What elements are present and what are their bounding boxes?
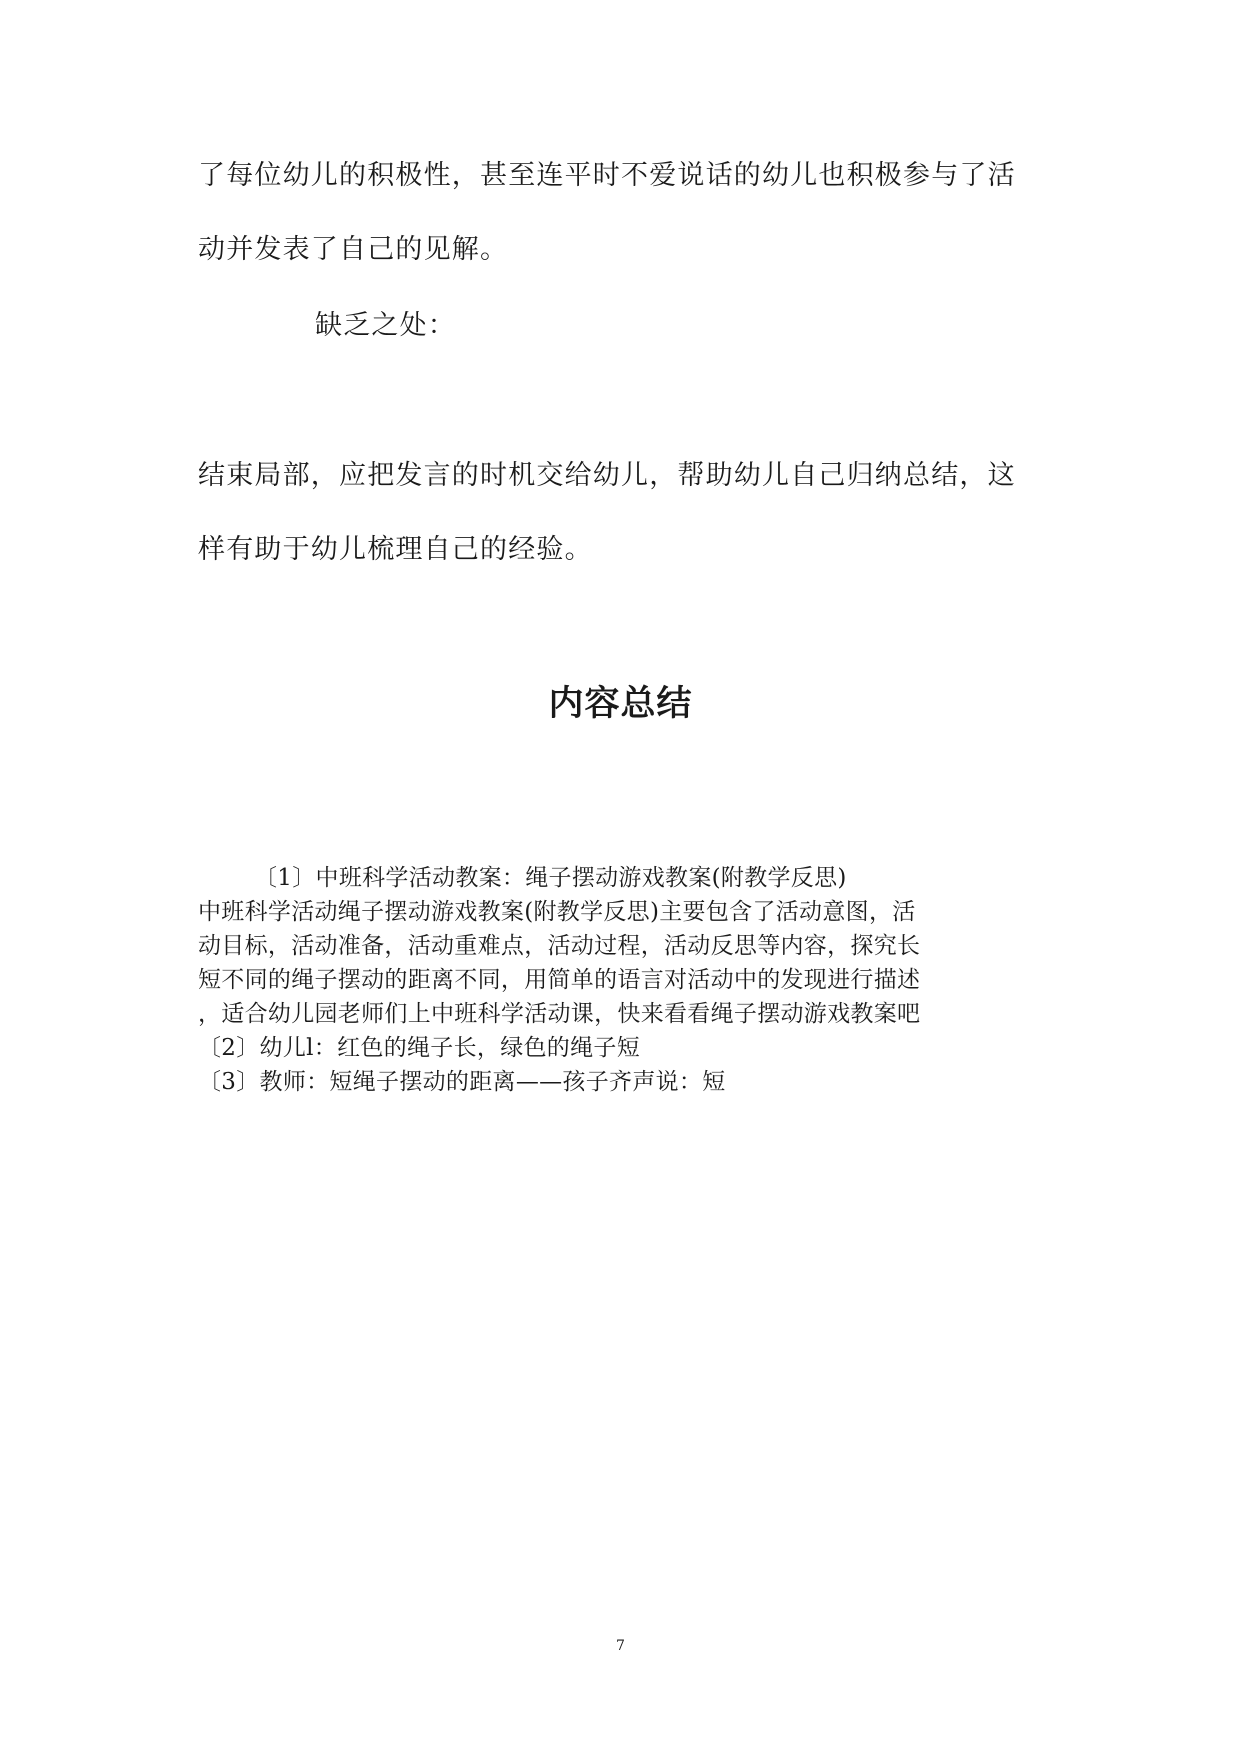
summary-line-6: 〔2〕幼儿l：红色的绳子长，绿色的绳子短 — [198, 1035, 640, 1061]
body-line-1: 了每位幼儿的积极性，甚至连平时不爱说话的幼儿也积极参与了活 — [198, 160, 1016, 191]
summary-line-2: 中班科学活动绳子摆动游戏教案(附教学反思)主要包含了活动意图，活 — [198, 899, 916, 925]
page-number: 7 — [616, 1638, 625, 1654]
deficiency-label: 缺乏之处： — [315, 310, 456, 341]
body-line-4: 结束局部，应把发言的时机交给幼儿，帮助幼儿自己归纳总结，这 — [198, 460, 1016, 491]
summary-line-3: 动目标，活动准备，活动重难点，活动过程，活动反思等内容，探究长 — [198, 933, 921, 959]
body-line-5: 样有助于幼儿梳理自己的经验。 — [198, 534, 593, 565]
summary-line-4: 短不同的绳子摆动的距离不同，用简单的语言对活动中的发现进行描述 — [198, 967, 921, 993]
summary-line-5: ，适合幼儿园老师们上中班科学活动课，快来看看绳子摆动游戏教案吧 — [198, 1001, 921, 1027]
body-line-2: 动并发表了自己的见解。 — [198, 234, 509, 265]
summary-heading: 内容总结 — [548, 684, 693, 724]
summary-line-7: 〔3〕教师：短绳子摆动的距离——孩子齐声说：短 — [198, 1069, 726, 1095]
summary-line-1: 〔1〕中班科学活动教案：绳子摆动游戏教案(附教学反思) — [254, 865, 847, 891]
